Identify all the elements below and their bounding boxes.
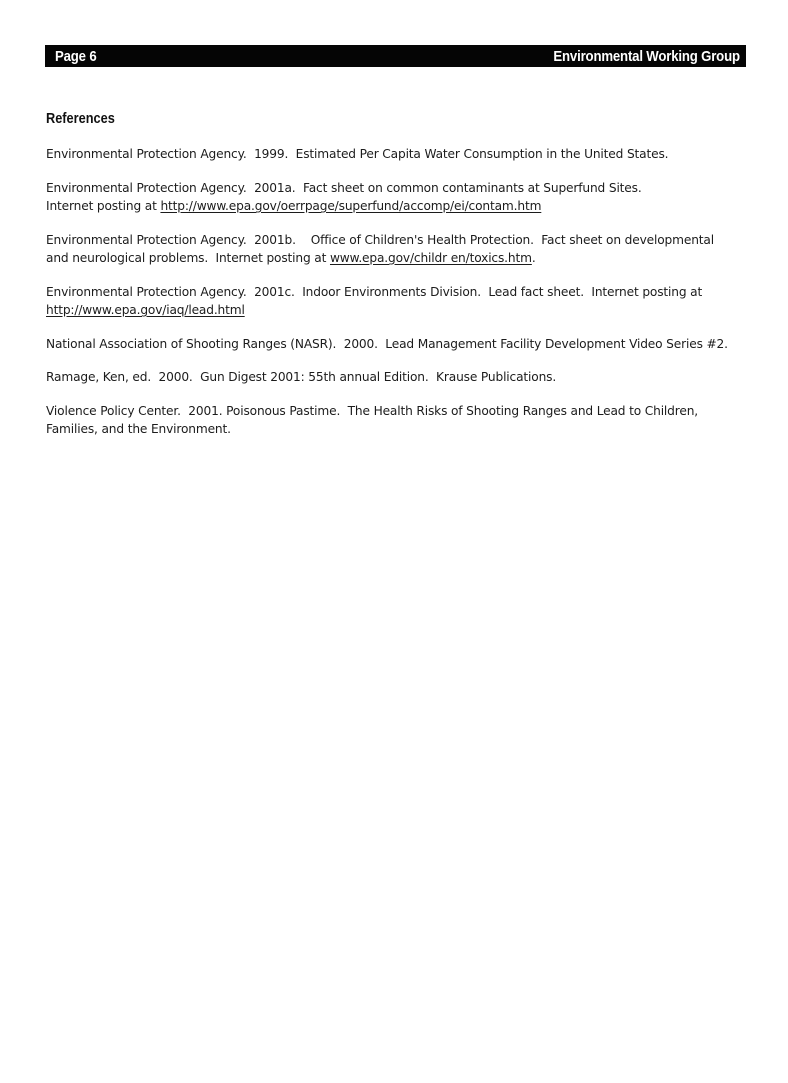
reference-line (46, 197, 756, 216)
references-heading: References (46, 111, 115, 127)
reference-text: Violence Policy Center. 2001. Poisonous Pastime. The Health Risks of Shooting Ranges and Lead to Children, (46, 403, 698, 418)
organization-name: Environmental Working Group (553, 47, 740, 65)
reference-item (46, 335, 756, 354)
reference-text: and neurological problems. Internet posting at (46, 251, 330, 265)
reference-list (46, 145, 756, 454)
reference-text: Ramage, Ken, ed. 2000. Gun Digest 2001: 55th annual Edition. Krause Publications. (46, 370, 557, 384)
page-number: Page 6 (55, 47, 97, 65)
reference-text: Environmental Protection Agency. 1999. Estimated Per Capita Water Consumption in the United States. (46, 147, 669, 161)
reference-item (46, 179, 756, 216)
reference-item (46, 145, 756, 164)
reference-text: Internet posting at (46, 199, 161, 213)
reference-line (46, 283, 756, 302)
reference-text: National Association of Shooting Ranges (NASR). 2000. Lead Management Facility Development Video Series #2. (46, 336, 728, 351)
reference-link[interactable]: www.epa.gov/childr en/toxics.htm (329, 251, 532, 265)
reference-line (46, 420, 756, 439)
reference-line (46, 335, 756, 354)
page-header-bar (45, 45, 746, 67)
reference-item (46, 368, 756, 387)
reference-line (46, 402, 756, 421)
reference-item (46, 231, 756, 268)
reference-item (46, 402, 756, 439)
reference-text: Environmental Protection Agency. 2001a. Fact sheet on common contaminants at Superfund Sites. (46, 180, 642, 195)
reference-link[interactable]: http://www.epa.gov/iaq/lead.html (46, 303, 245, 317)
reference-line (46, 301, 756, 320)
reference-line (46, 368, 756, 387)
reference-item (46, 283, 756, 320)
reference-text: Environmental Protection Agency. 2001b. Office of Children's Health Protection. Fact sheet on developmental (46, 232, 714, 247)
reference-line (46, 231, 756, 250)
reference-suffix: . (531, 251, 536, 265)
reference-link[interactable]: http://www.epa.gov/oerrpage/superfund/accomp/ei/contam.htm (160, 199, 542, 213)
reference-line (46, 145, 756, 164)
reference-text: Families, and the Environment. (46, 422, 231, 436)
reference-line (46, 179, 756, 198)
reference-text: Environmental Protection Agency. 2001c. Indoor Environments Division. Lead fact sheet. Internet posting at (46, 284, 703, 299)
reference-line (46, 249, 756, 268)
